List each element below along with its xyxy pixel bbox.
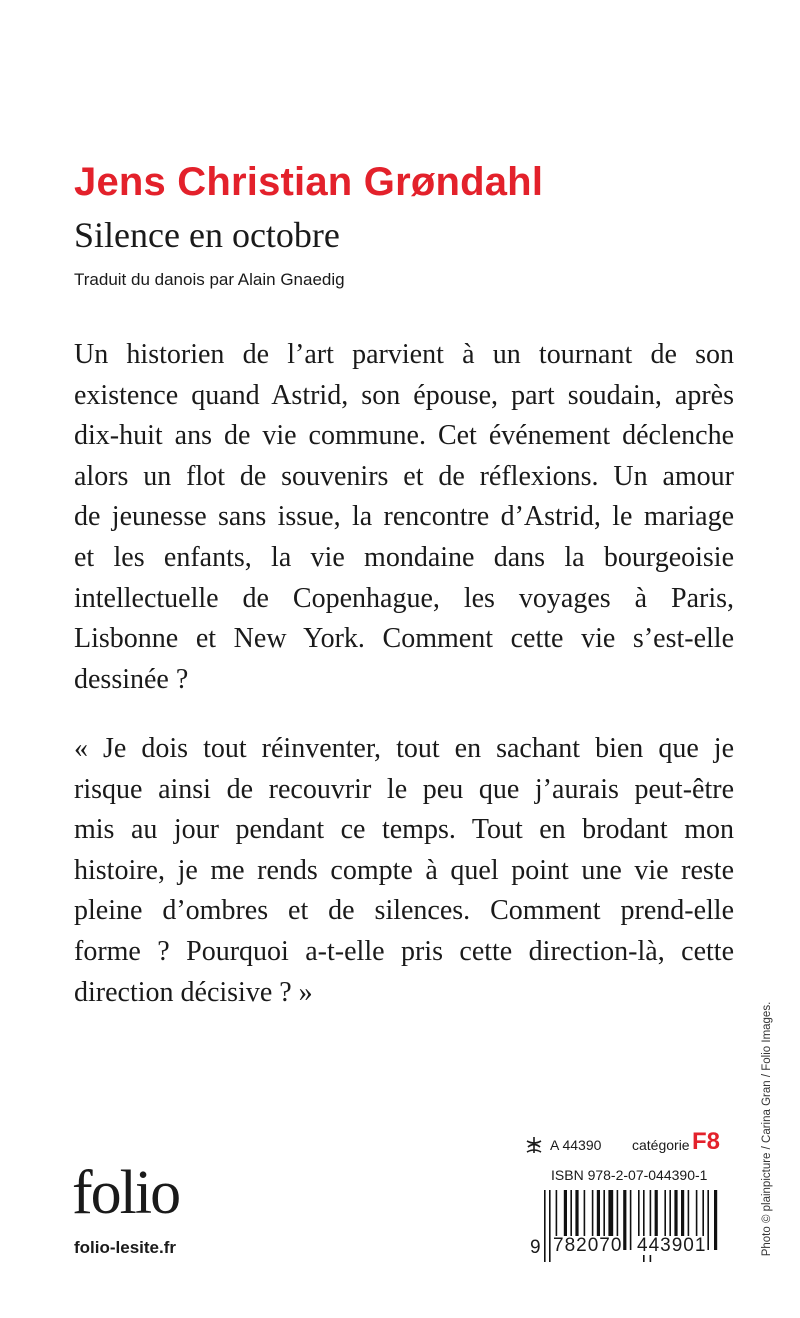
fleuron-icon	[524, 1136, 544, 1154]
quote-line: « Je dois tout réinventer, tout en sachant bien que je	[74, 733, 734, 764]
isbn-number: ISBN 978-2-07-044390-1	[551, 1167, 708, 1183]
barcode-bar	[707, 1190, 709, 1250]
summary-line: dix-huit ans de vie commune. Cet événement déclenche	[74, 420, 734, 452]
category-label: catégorie	[632, 1137, 690, 1153]
summary-line: existence quand Astrid, son épouse, part soudain, après	[74, 379, 734, 411]
quote-line: pleine d’ombres et de silences. Comment prend-elle	[74, 895, 734, 927]
author-name: Jens Christian Grøndahl	[74, 160, 544, 204]
barcode-bar	[549, 1190, 551, 1262]
photo-credit-container	[752, 994, 782, 1264]
catalog-row	[524, 1128, 724, 1158]
quote-line: histoire, je me rends compte à quel point une vie reste	[74, 854, 734, 886]
barcode-bar	[714, 1190, 717, 1250]
barcode-bar	[544, 1190, 546, 1262]
summary-line: de jeunesse sans issue, la rencontre d’Astrid, le mariage	[74, 501, 734, 533]
quote-line: direction décisive ? »	[74, 976, 313, 1008]
translator-credit: Traduit du danois par Alain Gnaedig	[74, 270, 345, 289]
catalog-code: A 44390	[550, 1137, 602, 1153]
summary-line: Un historien de l’art parvient à un tournant de son	[74, 339, 734, 370]
summary-paragraph	[74, 335, 734, 700]
quote-line: forme ? Pourquoi a-t-elle pris cette direction-là, cette	[74, 935, 734, 967]
summary-line: alors un flot de souvenirs et de réflexions. Un amour	[74, 460, 734, 492]
photo-credit: Photo © plainpicture / Carina Gran / Folio Images.	[761, 1001, 773, 1257]
barcode-bar	[623, 1190, 626, 1250]
quote-line: risque ainsi de recouvrir le peu que j’aurais peut-être	[74, 773, 734, 805]
folio-logo: folio	[72, 1159, 180, 1227]
category-value: F8	[692, 1128, 721, 1155]
barcode-digits-right: 443901	[637, 1235, 707, 1256]
summary-line: dessinée ?	[74, 663, 189, 695]
barcode-digit-first: 9	[530, 1237, 541, 1258]
barcode-bar	[630, 1190, 632, 1250]
book-title: Silence en octobre	[74, 215, 340, 255]
summary-line: Lisbonne et New York. Comment cette vie s’est-elle	[74, 623, 734, 655]
publisher-website: folio-lesite.fr	[74, 1238, 177, 1257]
barcode-digits-left: 782070	[553, 1235, 623, 1256]
summary-line: et les enfants, la vie mondaine dans la bourgeoisie	[74, 541, 734, 573]
quote-paragraph	[74, 729, 734, 1013]
summary-line: intellectuelle de Copenhague, les voyages à Paris,	[74, 582, 734, 614]
quote-line: mis au jour pendant ce temps. Tout en brodant mon	[74, 814, 734, 846]
